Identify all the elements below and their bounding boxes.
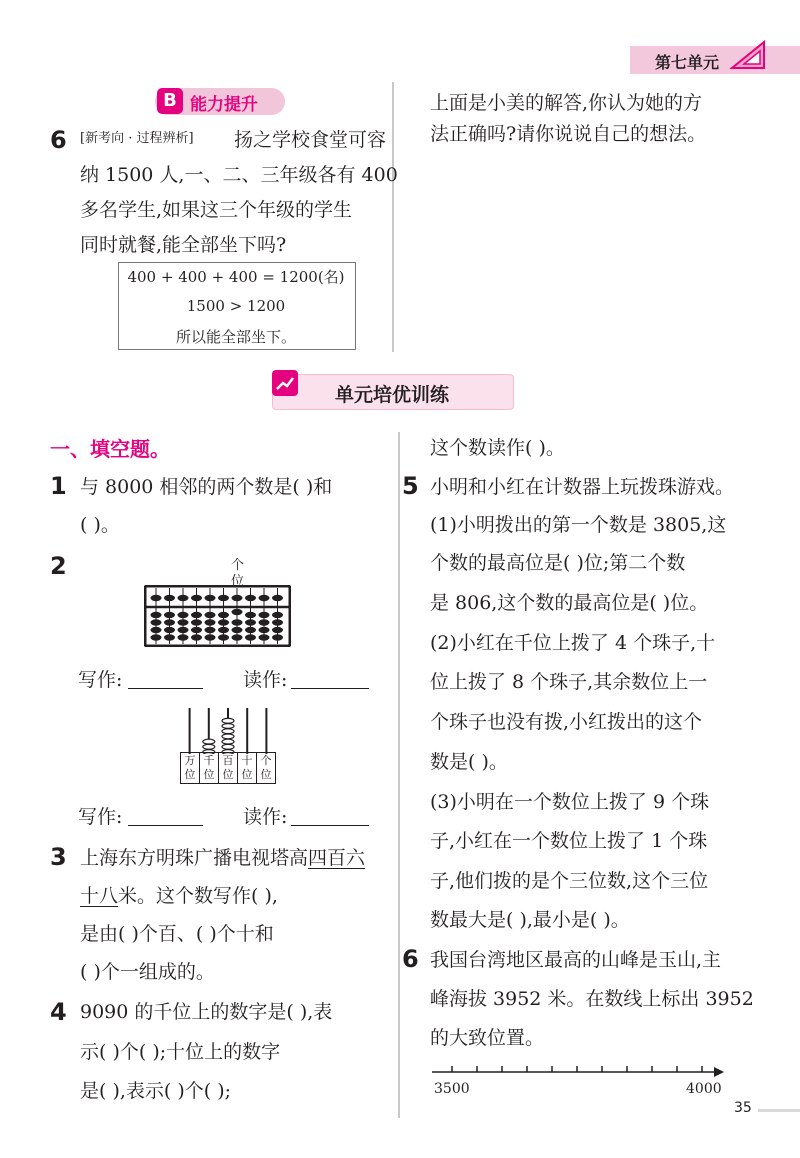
counter-place-char: 位 [241,768,253,781]
write-label: 写作: [78,669,123,691]
counter-frame-diagram [180,706,276,754]
question-text-line: 同时就餐,能全部坐下吗? [80,234,287,256]
abacus-upper-bead [232,595,243,601]
counter-bead [203,739,215,744]
counter-place-char: 千 [203,754,215,767]
read-label: 读作: [243,806,288,828]
q5-line: 是 806,这个数的最高位是( )位。 [430,592,709,614]
abacus-place-label: 个 [231,558,245,573]
read-answer-blank[interactable] [291,688,369,689]
question-text-line: 是由( )个百、( )个十和 [80,923,274,945]
abacus-lower-bead [191,634,202,640]
abacus-lower-bead [232,627,243,633]
answer-line: 400 + 400 + 400 = 1200(名) [127,268,345,286]
question-tag: [新考向 · 过程辨析] [80,131,194,146]
counter-place-char: 十 [241,754,253,767]
counter-bead [203,744,215,749]
question-text-line: ( )。 [80,514,120,536]
text-segment: 米。这个数写作( ), [118,885,278,907]
question-text-line: 是( ),表示( )个( ); [80,1080,232,1102]
abacus-lower-bead [218,634,229,640]
abacus-lower-bead [272,634,283,640]
abacus-lower-bead [178,627,189,633]
abacus-lower-bead [272,612,283,618]
counter-place-char: 位 [222,768,234,781]
abacus-lower-bead [232,634,243,640]
page-number: 35 [734,1100,752,1116]
q5-line: 数最大是( ),最小是( )。 [430,909,630,931]
right-text-line: 法正确吗?请你说说自己的想法。 [430,123,707,145]
abacus-lower-bead [151,634,162,640]
section-b-badge: B [157,88,183,114]
question-text-line [80,884,278,908]
answer-line: 1500 > 1200 [186,297,286,315]
underlined-text: 十八 [80,885,119,907]
abacus-upper-bead [245,595,256,601]
counter-bead [222,729,234,734]
abacus-lower-bead [245,619,256,625]
abacus-lower-bead [178,634,189,640]
q5-line: 数是( )。 [430,751,508,773]
question-text-line: ( )个一组成的。 [80,961,215,983]
answer-line: 所以能全部坐下。 [175,328,296,346]
number-line-start-label: 3500 [434,1081,470,1097]
abacus-lower-bead [232,619,243,625]
abacus-lower-bead [259,619,270,625]
question-number: 3 [50,843,67,871]
question-number: 6 [402,945,419,973]
abacus-lower-bead [205,619,216,625]
abacus-upper-bead [151,595,162,601]
q5-line: 子,他们拨的是个三位数,这个三位 [430,870,709,892]
q5-line: (1)小明拨出的第一个数是 3805,这 [430,514,727,536]
counter-bead [222,718,234,723]
abacus-lower-bead [245,634,256,640]
abacus-lower-bead [205,634,216,640]
abacus-upper-bead [178,595,189,601]
abacus-lower-bead [272,627,283,633]
write-answer-blank[interactable] [128,688,203,689]
question-text-line: 示( )个( );十位上的数字 [80,1041,281,1063]
section-b-title: 能力提升 [190,95,258,115]
read-answer-blank[interactable] [291,825,369,826]
abacus-lower-bead [245,612,256,618]
abacus-upper-bead [218,595,229,601]
counter-bead [222,734,234,739]
abacus-lower-bead [164,634,175,640]
abacus-upper-bead [205,595,216,601]
q5-line: (3)小明在一个数位上拨了 9 个珠 [430,791,710,813]
abacus-lower-bead [259,634,270,640]
question-number: 5 [402,472,419,500]
abacus-lower-bead [191,627,202,633]
abacus-upper-bead [272,595,283,601]
abacus-lower-bead [164,619,175,625]
question-text-line: 与 8000 相邻的两个数是( )和 [80,476,333,498]
abacus-upper-bead [191,595,202,601]
counter-place-char: 万 [184,754,196,767]
underlined-text: 四百六 [308,847,366,869]
right-text-line: 上面是小美的解答,你认为她的方 [430,92,703,114]
abacus-lower-bead [191,612,202,618]
text-segment: 上海东方明珠广播电视塔高 [80,847,309,869]
section-title: 一、填空题。 [50,437,170,461]
question-number: 2 [50,552,67,580]
abacus-lower-bead [151,612,162,618]
read-label: 读作: [243,669,288,691]
q6-line: 峰海拔 3952 米。在数线上标出 3952 [430,988,754,1010]
abacus-lower-bead [218,627,229,633]
counter-place-char: 位 [203,768,215,781]
abacus-lower-bead [232,609,243,615]
right-text-line: 这个数读作( )。 [430,437,565,459]
number-line [432,1062,728,1080]
unit-title: 第七单元 [655,53,720,72]
abacus-lower-bead [205,627,216,633]
column-divider-bottom [398,432,400,1118]
abacus-lower-bead [205,612,216,618]
abacus-upper-bead [259,595,270,601]
column-divider-top [392,82,394,352]
abacus-lower-bead [259,612,270,618]
question-text-line: 9090 的千位上的数字是( ),表 [80,1001,333,1023]
counter-place-cell [200,752,219,784]
counter-bead [222,739,234,744]
abacus-lower-bead [191,619,202,625]
q5-line: 位上拨了 8 个珠子,其余数位上一 [430,671,708,693]
q5-line: 个数的最高位是( )位;第二个数 [430,552,686,574]
question-text-line: 多名学生,如果这三个年级的学生 [80,199,353,221]
counter-place-char: 位 [184,768,196,781]
write-answer-blank[interactable] [128,825,203,826]
counter-place-cell [180,752,200,784]
q6-line: 我国台湾地区最高的山峰是玉山,主 [430,949,722,971]
counter-place-cell [257,752,276,784]
counter-place-cell [238,752,257,784]
abacus-place-label: 位 [231,574,245,589]
write-label: 写作: [78,806,123,828]
footer-rule [758,1109,800,1112]
abacus-lower-bead [151,619,162,625]
abacus-diagram [144,585,291,647]
question-text-line [80,846,365,870]
q6-line: 的大致位置。 [430,1027,545,1049]
question-number: 6 [50,126,67,154]
question-number: 4 [50,998,67,1026]
abacus-lower-bead [164,612,175,618]
counter-place-char: 百 [222,754,234,767]
counter-place-char: 位 [260,768,272,781]
q5-line: (2)小红在千位上拨了 4 个珠子,十 [430,632,716,654]
q5-line: 小明和小红在计数器上玩拨珠游戏。 [430,476,735,498]
q5-line: 个珠子也没有拨,小红拨出的这个 [430,711,703,733]
abacus-lower-bead [218,619,229,625]
q5-line: 子,小红在一个数位上拨了 1 个珠 [430,830,708,852]
abacus-lower-bead [259,627,270,633]
abacus-upper-bead [164,595,175,601]
abacus-lower-bead [218,612,229,618]
question-text-line: 纳 1500 人,一、二、三年级各有 400 [80,164,398,186]
question-text-line: 扬之学校食堂可容 [234,129,387,151]
abacus-lower-bead [151,627,162,633]
abacus-lower-bead [178,619,189,625]
abacus-lower-bead [164,627,175,633]
triangle-ruler-icon [728,38,768,72]
counter-place-char: 个 [260,754,272,767]
counter-place-cell [219,752,238,784]
number-line-end-label: 4000 [686,1081,722,1097]
counter-bead [222,724,234,729]
banner-title: 单元培优训练 [334,384,449,406]
abacus-lower-bead [178,612,189,618]
abacus-lower-bead [272,619,283,625]
abacus-lower-bead [245,627,256,633]
counter-bead [222,744,234,749]
counter-place-table [180,752,276,784]
question-number: 1 [50,472,67,500]
